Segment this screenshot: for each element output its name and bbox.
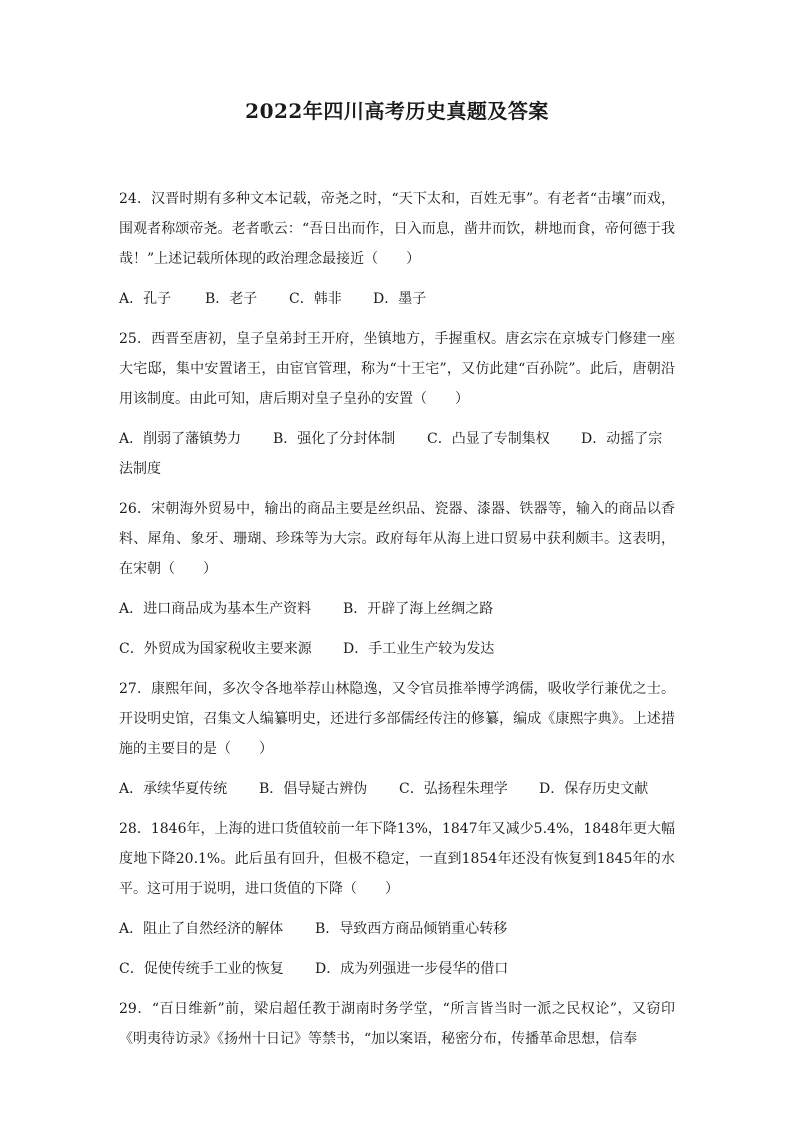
question-27: [119, 674, 675, 804]
question-stem: 24．汉晋时期有多种文本记载，帝尧之时，“天下太和，百姓无事”。有老者“击壤”而戏，围观者称颂帝尧。老者歌云：“吾日出而作，日入而息，凿井而饮，耕地而食，帝何德于我哉！”上述记载所体现的政治理念最接近（ ）: [119, 191, 675, 267]
option-a: A．阻止了自然经济的解体: [119, 921, 284, 937]
option-b: B．倡导疑古辨伪: [259, 781, 368, 797]
question-29: [119, 994, 675, 1054]
option-d: D．成为列强进一步侵华的借口: [315, 961, 509, 977]
question-stem: 28．1846年，上海的进口货值较前一年下降13%，1847年又减少5.4%，1848年更大幅度地下降20.1%。此后虽有回升，但极不稳定，一直到1854年还没有恢复到1845年的水平。这可用于说明，进口货值的下降（ ）: [119, 821, 675, 897]
question-25: [119, 324, 675, 484]
option-b: B．开辟了海上丝绸之路: [343, 601, 494, 617]
option-d: D．动摇了宗法制度: [119, 431, 663, 477]
option-row: [119, 424, 675, 484]
option-row: [119, 774, 675, 804]
question-stem: 27．康熙年间，多次令各地举荐山林隐逸，又令官员推举博学鸿儒，吸收学行兼优之士。开设明史馆，召集文人编纂明史，还进行多部儒经传注的修纂，编成《康熙字典》。上述措施的主要目的是（ ）: [119, 681, 675, 757]
option-c: C．韩非: [289, 291, 342, 307]
option-c: C．弘扬程朱理学: [399, 781, 508, 797]
question-stem: 25．西晋至唐初，皇子皇弟封王开府，坐镇地方，手握重权。唐玄宗在京城专门修建一座大宅邸，集中安置诸王，由宦官管理，称为“十王宅”，又仿此建“百孙院”。此后，唐朝沿用该制度。由此可知，唐后期对皇子皇孙的安置（ ）: [119, 331, 675, 407]
option-d: D．保存历史文献: [539, 781, 649, 797]
question-24: [119, 184, 675, 314]
option-row: [119, 634, 675, 664]
option-row: [119, 914, 675, 944]
question-28: [119, 814, 675, 984]
option-b: B．导致西方商品倾销重心转移: [315, 921, 508, 937]
option-a: A．承续华夏传统: [119, 781, 228, 797]
option-a: A．进口商品成为基本生产资料: [119, 601, 312, 617]
question-list: [119, 184, 675, 1054]
document-title: 2022年四川高考历史真题及答案: [245, 99, 549, 123]
option-row: [119, 954, 675, 984]
option-row: [119, 284, 675, 314]
option-d: D．手工业生产较为发达: [343, 641, 495, 657]
option-d: D．墨子: [373, 291, 427, 307]
option-b: B．老子: [205, 291, 258, 307]
question-26: [119, 494, 675, 664]
option-a: A．孔子: [119, 291, 172, 307]
option-row: [119, 594, 675, 624]
option-c: C．促使传统手工业的恢复: [119, 961, 284, 977]
option-c: C．外贸成为国家税收主要来源: [119, 641, 312, 657]
question-stem: 29．“百日维新”前，梁启超任教于湖南时务学堂，“所言皆当时一派之民权论”，又窃印《明夷待访录》《扬州十日记》等禁书，“加以案语，秘密分布，传播革命思想，信奉: [119, 1001, 675, 1047]
option-a: A．削弱了藩镇势力: [119, 431, 242, 447]
question-stem: 26．宋朝海外贸易中，输出的商品主要是丝织品、瓷器、漆器、铁器等，输入的商品以香料、犀角、象牙、珊瑚、珍珠等为大宗。政府每年从海上进口贸易中获利颇丰。这表明，在宋朝（ ）: [119, 501, 675, 577]
option-b: B．强化了分封体制: [273, 431, 396, 447]
option-c: C．凸显了专制集权: [427, 431, 550, 447]
